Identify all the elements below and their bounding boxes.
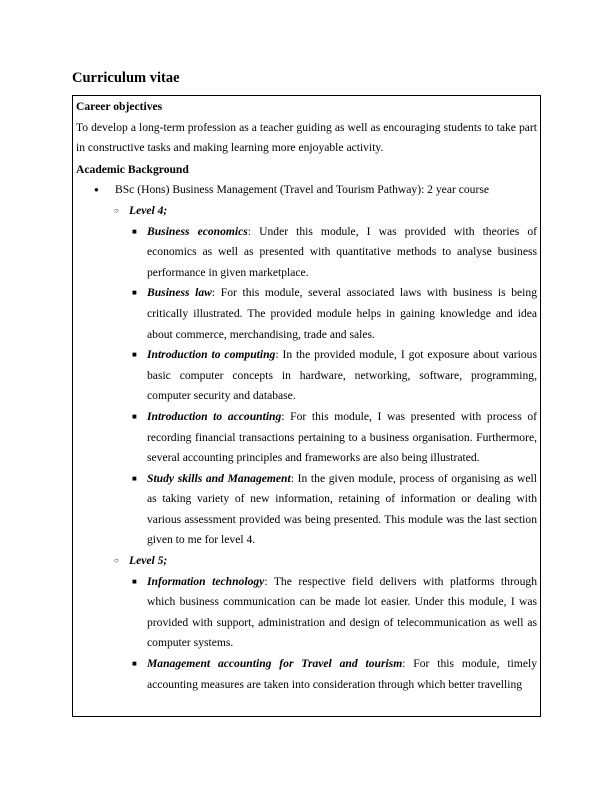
module-name: Business economics (147, 224, 248, 238)
module-description: : Under this module, I was provided with theories of economics as well as presented with quantitative methods to analyse business performance in given marketplace. (147, 224, 537, 279)
level-item (76, 201, 537, 222)
level-item (76, 551, 537, 572)
page-title: Curriculum vitae (72, 70, 180, 86)
degree-text: BSc (Hons) Business Management (Travel and Tourism Pathway): 2 year course (115, 183, 489, 197)
module-item (76, 469, 537, 551)
module-name: Study skills and Management (147, 471, 291, 485)
module-description: : For this module, I was presented with process of recording financial transactions pertaining to a business organisation. Furthermore, several accounting principles and frameworks are also being illustrated. (147, 409, 537, 465)
academic-background-heading: Academic Background (76, 162, 189, 176)
filled-square-icon: ■ (132, 659, 137, 669)
module-description: : The respective field delivers with platforms through which business communication can be made lot easier. Under this module, I was provided with support, administration and design of telecommunication as well as computer systems. (147, 574, 537, 650)
module-item (76, 654, 537, 695)
degree-item (76, 180, 537, 201)
career-objectives-text: To develop a long-term profession as a teacher guiding as well as encouraging students to take part in constructive tasks and making learning more enjoyable activity. (76, 120, 537, 155)
filled-square-icon: ■ (132, 226, 137, 236)
module-name: Management accounting for Travel and tourism (147, 657, 403, 671)
module-name: Introduction to computing (147, 348, 276, 362)
module-name: Introduction to accounting (147, 409, 282, 423)
module-name: Information technology (147, 574, 265, 588)
filled-circle-icon: ● (94, 185, 99, 195)
career-objectives-heading: Career objectives (76, 100, 163, 113)
hollow-circle-icon: ○ (114, 556, 119, 566)
level-label: Level 4; (129, 203, 168, 217)
module-description: : In the provided module, I got exposure about various basic computer concepts in hardware, networking, software, programming, computer security and database. (147, 348, 537, 403)
filled-square-icon: ■ (132, 350, 137, 360)
filled-square-icon: ■ (132, 473, 137, 483)
module-item (76, 222, 537, 284)
module-item (76, 407, 537, 469)
module-item (76, 572, 537, 654)
level-label: Level 5; (129, 554, 168, 568)
module-description: : In the given module, process of organising as well as taking variety of new information, retaining of information or dealing with various assessment provided was being presented. This module was the last section given to me for level 4. (147, 471, 537, 547)
module-name: Business law (147, 286, 212, 300)
module-item (76, 283, 537, 345)
cv-content-box (72, 95, 541, 717)
hollow-circle-icon: ○ (114, 205, 119, 215)
module-item (76, 345, 537, 407)
filled-square-icon: ■ (132, 411, 137, 421)
module-description: : For this module, timely accounting measures are taken into consideration through which better travelling (147, 657, 537, 691)
filled-square-icon: ■ (132, 576, 137, 586)
module-description: : For this module, several associated laws with business is being critically illustrated. The provided module helps in gaining knowledge and idea about commerce, merchandising, trade and sales. (147, 286, 537, 341)
filled-square-icon: ■ (132, 288, 137, 298)
